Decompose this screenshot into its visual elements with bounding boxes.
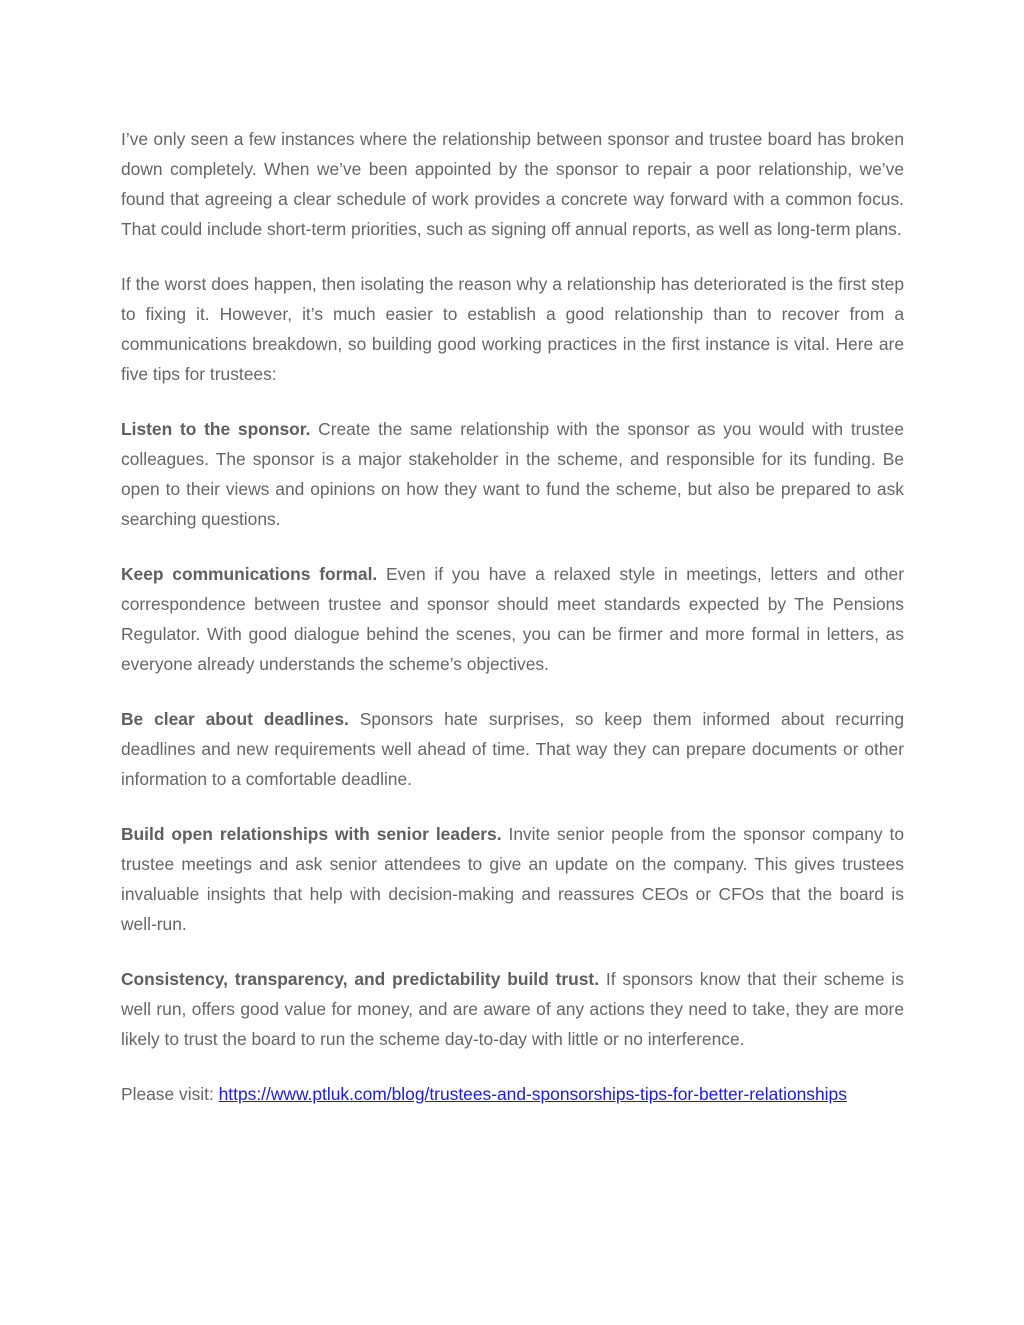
- paragraph-worst-case: [121, 269, 904, 389]
- tip-text: If sponsors know that their scheme is well run, offers good value for money, and are aware of any actions they need to take, they are more likely to trust the board to run the scheme day-to-day with little or no interference.: [121, 969, 904, 1049]
- tip-heading: Consistency, transparency, and predictability build trust.: [121, 969, 606, 989]
- tip-trust: [121, 964, 904, 1054]
- visit-prefix: Please visit:: [121, 1084, 219, 1104]
- document-body: [121, 124, 904, 1109]
- tip-formal: [121, 559, 904, 679]
- tip-text: Invite senior people from the sponsor company to trustee meetings and ask senior attendees to give an update on the company. This gives trustees invaluable insights that help with decision-making and reassures CEOs or CFOs that the board is well-run.: [121, 824, 904, 934]
- tip-listen: [121, 414, 904, 534]
- tip-text: Create the same relationship with the sponsor as you would with trustee colleagues. The sponsor is a major stakeholder in the scheme, and responsible for its funding. Be open to their views and opinions on how they want to fund the scheme, but also be prepared to ask searching questions.: [121, 419, 904, 529]
- paragraph-text: I’ve only seen a few instances where the relationship between sponsor and trustee board has broken down completely. When we’ve been appointed by the sponsor to repair a poor relationship, we’ve found that agreeing a clear schedule of work provides a concrete way forward with a common focus. That could include short-term priorities, such as signing off annual reports, as well as long-term plans.: [121, 129, 904, 239]
- tip-heading: Build open relationships with senior leaders.: [121, 824, 509, 844]
- paragraph-text: If the worst does happen, then isolating the reason why a relationship has deteriorated is the first step to fixing it. However, it’s much easier to establish a good relationship than to recover from a communications breakdown, so building good working practices in the first instance is vital. Here are five tips for trustees:: [121, 274, 904, 384]
- visit-line: [121, 1079, 904, 1109]
- paragraph-intro: [121, 124, 904, 244]
- tip-deadlines: [121, 704, 904, 794]
- tip-heading: Keep communications formal.: [121, 564, 387, 584]
- tip-heading: Be clear about deadlines.: [121, 709, 360, 729]
- tip-text: Sponsors hate surprises, so keep them informed about recurring deadlines and new requirements well ahead of time. That way they can prepare documents or other information to a comfortable deadline.: [121, 709, 905, 789]
- tip-text: Even if you have a relaxed style in meetings, letters and other correspondence between trustee and sponsor should meet standards expected by The Pensions Regulator. With good dialogue behind the scenes, you can be firmer and more formal in letters, as everyone already understands the scheme’s objectives.: [121, 564, 904, 674]
- tip-heading: Listen to the sponsor.: [121, 419, 319, 439]
- source-link[interactable]: https://www.ptluk.com/blog/trustees-and-sponsorships-tips-for-better-relationships: [218, 1084, 847, 1104]
- tip-senior-leaders: [121, 819, 904, 939]
